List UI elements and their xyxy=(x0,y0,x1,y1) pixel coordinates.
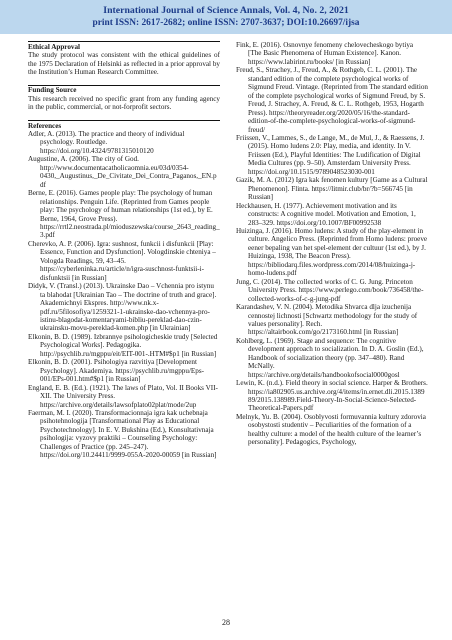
reference-item: Cherevko, A. P. (2006). Igra: sushnost, funkcii i disfunkcii [Play: Essence, Function and Dysfunction]. Vologdinskie chteniya – Vologda Readings, 59, 43–45. https://cyberleninka.ru/article/n/igra-suschnost-funktsii-i-disfunktsii [in Russian] xyxy=(28,239,216,282)
references-heading: References xyxy=(28,121,62,130)
reference-item: Freud, S., Strachey, J., Freud, A., & Rothgeb, C. L. (2001). The standard edition of the complete psychological works of Sigmund Freud. Vintage. (Reprinted from The standard edition of the complete psychological works of Sigmund Freud, by S. Freud, J. Strachey, A. Freud, & C. L. Rothgeb, 1953, Hogarth Press). https://theoryreader.org/2020/05/16/the-standard-edition-of-the-complete-psychological-works-of-sigmund-freud/ xyxy=(236,66,428,134)
reference-item: Lewin, K. (n.d.). Field theory in social science. Harper & Brothers. https://ia802905.us.archive.org/4/items/in.ernet.dli.2015.138989/2015.138989.Field-Theory-In-Social-Science-Selected-Theoretical-Papers.pdf xyxy=(236,379,428,413)
left-column xyxy=(28,41,220,460)
reference-item: Adler, A. (2013). The practice and theory of individual psychology. Routledge. https://doi.org/10.4324/9781315010120 xyxy=(28,130,185,155)
reference-item: Kohlberg, L. (1969). Stage and sequence: The cognitive development approach to socialization. In D. A. Goslin (Ed.), Handbook of socialization theory (pp. 347–480). Rand McNally. https://archive.org/details/handbookofsocial0000gosl xyxy=(236,336,424,379)
ethical-approval-text: The study protocol was consistent with the ethical guidelines of the 1975 Declaration of Helsinki as reflected in a prior approval by the Institution’s Human Research Committee. xyxy=(28,51,220,77)
reference-item: Augustine, A. (2006). The city of God. http://www.documentacatholicaomnia.eu/03d/0354-0430,_Augustinus,_De_Civitate_Dei_Contra_Paganos,_EN.pdf xyxy=(28,155,217,189)
funding-source-heading: Funding Source xyxy=(28,86,77,95)
reference-item: Friissen, V., Lammes, S., de Lange, M., de Mul, J., & Raessens, J. (2015). Homo ludens 2.0: Play, media, and identity. In V. Friissen (Ed.), Playful Identities: The Ludification of Digital Media Cultures (pp. 9–50). Amsterdam University Press. https://doi.org/10.1515/9789048523030-001 xyxy=(236,133,425,176)
journal-header xyxy=(0,0,452,34)
reference-item: England, E. B. (Ed.). (1921). The laws of Plato, Vol. II Books VII-XII. The University Press. https://archive.org/details/lawsofplato02plat/mode/2up xyxy=(28,383,218,409)
section-divider xyxy=(28,85,220,86)
right-column xyxy=(236,41,428,447)
reference-item: Fink, E. (2016). Osnovnye fenomeny chelovecheskogo bytiya [The Basic Phenomena of Human Existence]. Kanon. https://www.labirint.ru/books/ [in Russian] xyxy=(236,41,414,66)
reference-item: Didyk, V. (Transl.) (2013). Ukrainske Dao – Vchennia pro istynu ta blahodat [Ukrainian Tao – The doctrine of truth and grace]. Akademichnyi Ekspres. http://www.nk.x-pdf.ru/5filosofiya/1259321-1-ukrainske-dao-vchennya-pro-istinu-blagodat-komentaryami-bibliu-pereklad-dao-czin-ukrainsku-movu-pereklad-komen.php [in Ukrainian] xyxy=(28,282,217,333)
journal-issn: print ISSN: 2617-2682; online ISSN: 2707-3637; DOI:10.26697/ijsa xyxy=(92,18,360,28)
reference-item: Huizinga, J. (2016). Homo ludens: A study of the play-element in culture. Angelico Press. (Reprinted from Homo ludens: proeve eener bepaling van het spel-element der cultuur (1st ed.), by J. Huizinga, 1938, The Beacon Press). https://bibliodarq.files.wordpress.com/2014/08/huizinga-j-homo-ludens.pdf xyxy=(236,226,428,278)
funding-source-text: This research received no specific grant from any funding agency in the public, commercial, or not-forprofit sectors. xyxy=(28,94,220,112)
journal-title: International Journal of Science Annals, Vol. 4, No. 2, 2021 xyxy=(103,5,349,16)
reference-item: Berne, E. (2016). Games people play: The psychology of human relationships. Penguin Life. (Reprinted from Games people play: The psychology of human relationships (1st ed.), by E. Berne, 1964, Grove Press). https://rrtl2.neostrada.pl/mioduszewska/course_2643_reading_3.pdf xyxy=(28,189,220,240)
reference-item: Karandashev, V. N. (2004). Metodika Shvarca dlja izuchenija cennostej lichnosti [Schwartz methodology for the study of values personality]. Rech. https://altairbook.com/go/2173160.html [in Russian] xyxy=(236,303,418,337)
reference-item: Heckhausen, H. (1977). Achievement motivation and its constructs: A cognitive model. Motivation and Emotion, 1, 283–329. https://doi.org/10.1007/BF00992538 xyxy=(236,201,416,227)
reference-item: Gazik, M. A. (2012) Igra kak fenomen kultury [Game as a Cultural Phenomenon]. Flinta. https://litmir.club/br/?b=566745 [in Russian] xyxy=(236,176,428,202)
section-divider xyxy=(28,120,220,121)
reference-item: Jung, C. (2014). The collected works of C. G. Jung. Princeton University Press. https://www.perlego.com/book/736458/the-collected-works-of-c-g-jung-pdf xyxy=(236,277,424,303)
reference-item: Melnyk, Yu. B. (2004). Osoblyvosti formuvannia kultury zdorovia osobystosti studentiv – Peculiarities of the formation of a healthy culture: a model of the health culture of the learner’s personality]. Pedagogics, Psychology, xyxy=(236,412,426,447)
reference-item: Elkonin, B. D. (2001). Psihologiya razvitiya [Development Psychology]. Akademiya. https://psychlib.ru/mgppu/Eps-001/EPs-001.htm#$p1 [in Russian] xyxy=(28,358,205,384)
reference-item: Faerman, M. I. (2020). Transformacionnaja igra kak uchebnaja psihotehnologija [Transformational Play as Educational Psychotechnology]. In E. V. Bukshina (Ed.), Konsultativnaja psihologija: vyzovy praktiki – Counseling Psychology: Challenges of Practice (pp. 245–247). https://doi.org/10.24411/9999-055A-2020-00059 [in Russian] xyxy=(28,408,217,460)
reference-item: Elkonin, B. D. (1989). Izbrannye psihologicheskie trudy [Selected Psychological Works]. Pedagogika. http://psychlib.ru/mgppu/eit/EIT-001-.HTM#$p1 [in Russian] xyxy=(28,332,218,358)
section-divider xyxy=(28,41,220,42)
page-number: 28 xyxy=(222,618,230,627)
ethical-approval-heading: Ethical Approval xyxy=(28,42,81,51)
